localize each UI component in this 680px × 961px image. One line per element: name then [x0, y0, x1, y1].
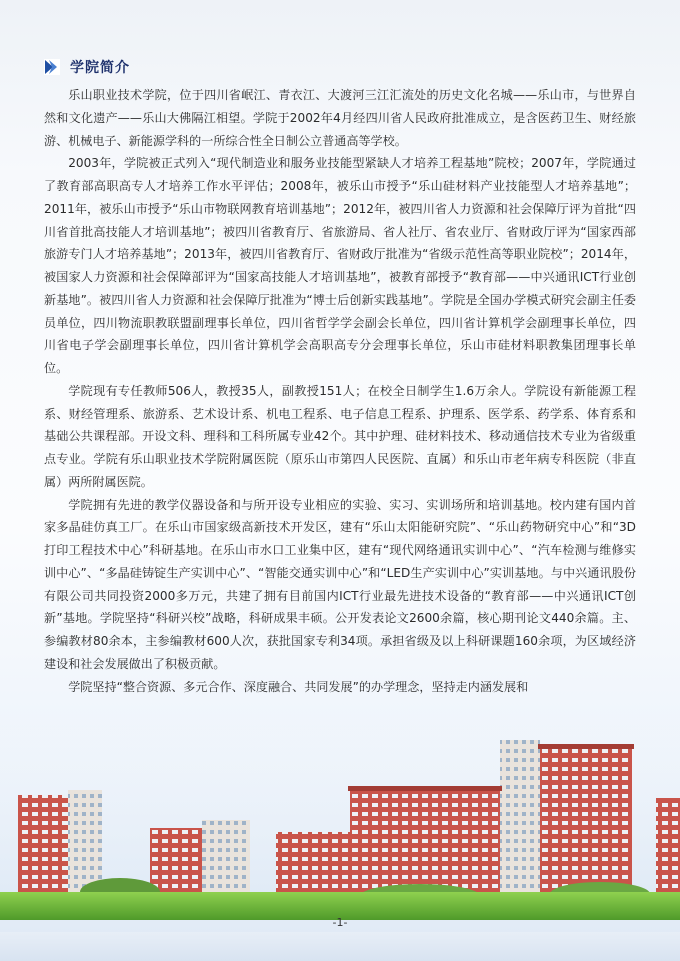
page-number: -1-: [332, 916, 348, 929]
paragraph-philosophy: 学院坚持“整合资源、多元合作、深度融合、共同发展”的办学理念，坚持走内涵发展和: [68, 679, 529, 694]
paragraph-faculty: 学院现有专任教师506人，教授35人，副教授151人；在校全日制学生1.6万余人。学院设有新能源工程系、财经管理系、旅游系、艺术设计系、机电工程系、电子信息工程系、护理系、医学系、药学系、体育系和基础公共课程部。开设文科、理科和工科所属专业42个。其中护理、硅材料技术、移动通信技术专业为省级重点专业。学院有乐山职业技术学院附属医院（原乐山市第四人民医院、直属）和乐山市老年病专科医院（非直属）两所附属医院。: [44, 383, 636, 489]
paragraph-location: 乐山职业技术学院，位于四川省岷江、青衣江、大渡河三江汇流处的历史文化名城——乐山市，与世界自然和文化遗产——乐山大佛隔江相望。学院于2002年4月经四川省人民政府批准成立，是含医药卫生、财经旅游、机械电子、新能源学科的一所综合性全日制公立普通高等学校。: [44, 88, 636, 148]
blue-arrow-icon: [44, 59, 60, 75]
intro-body: [44, 84, 636, 698]
paragraph-honors: 2003年，学院被正式列入“现代制造业和服务业技能型紧缺人才培养工程基地”院校；2007年，学院通过了教育部高职高专人才培养工作水平评估；2008年，被乐山市授予“乐山硅材料产业技能型人才培养基地”；2011年，被乐山市授予“乐山市物联网教育培训基地”；2012年，被四川省人力资源和社会保障厅评为首批“四川省首批高技能人才培训基地”；被四川省教育厅、省旅游局、省人社厅、省农业厅、省财政厅评为“国家西部旅游专门人才培养基地”；2013年，被四川省教育厅、省财政厅批准为“省级示范性高等职业院校”；2014年，被国家人力资源和社会保障部评为“国家高技能人才培训基地”，被教育部授予“教育部——中兴通讯ICT行业创新基地”。被四川省人力资源和社会保障厅批准为“博士后创新实践基地”。学院是全国办学模式研究会副主任委员单位，四川物流职教联盟副理事长单位，四川省哲学学会副会长单位，四川省计算机学会副理事长单位，四川省电子学会副理事长单位，四川省计算机学会高职高专分会理事长单位，乐山市硅材料职教集团理事长单位。: [44, 156, 636, 375]
section-heading: [44, 56, 130, 78]
campus-buildings-photo: [0, 720, 680, 920]
bottom-band: [0, 932, 680, 961]
paragraph-facilities: 学院拥有先进的教学仪器设备和与所开设专业相应的实验、实习、实训场所和培训基地。校内建有国内首家多晶硅仿真工厂。在乐山市国家级高新技术开发区，建有“乐山太阳能研究院”、“乐山药物研究中心”和“3D打印工程技术中心”科研基地。在乐山市水口工业集中区，建有“现代网络通讯实训中心”、“汽车检测与维修实训中心”、“多晶硅铸锭生产实训中心”、“智能交通实训中心”和“LED生产实训中心”实训基地。与中兴通讯股份有限公司共同投资2000多万元，共建了拥有目前国内ICT行业最先进技术设备的“教育部——中兴通讯ICT创新”基地。学院坚持“科研兴校”战略，科研成果丰硕。公开发表论文2600余篇，核心期刊论文440余篇。主、参编教材80余本，主参编教材600人次，获批国家专利34项。承担省级及以上科研课题160余项，为区域经济建设和社会发展做出了积极贡献。: [44, 497, 636, 671]
section-title: 学院简介: [70, 60, 130, 76]
